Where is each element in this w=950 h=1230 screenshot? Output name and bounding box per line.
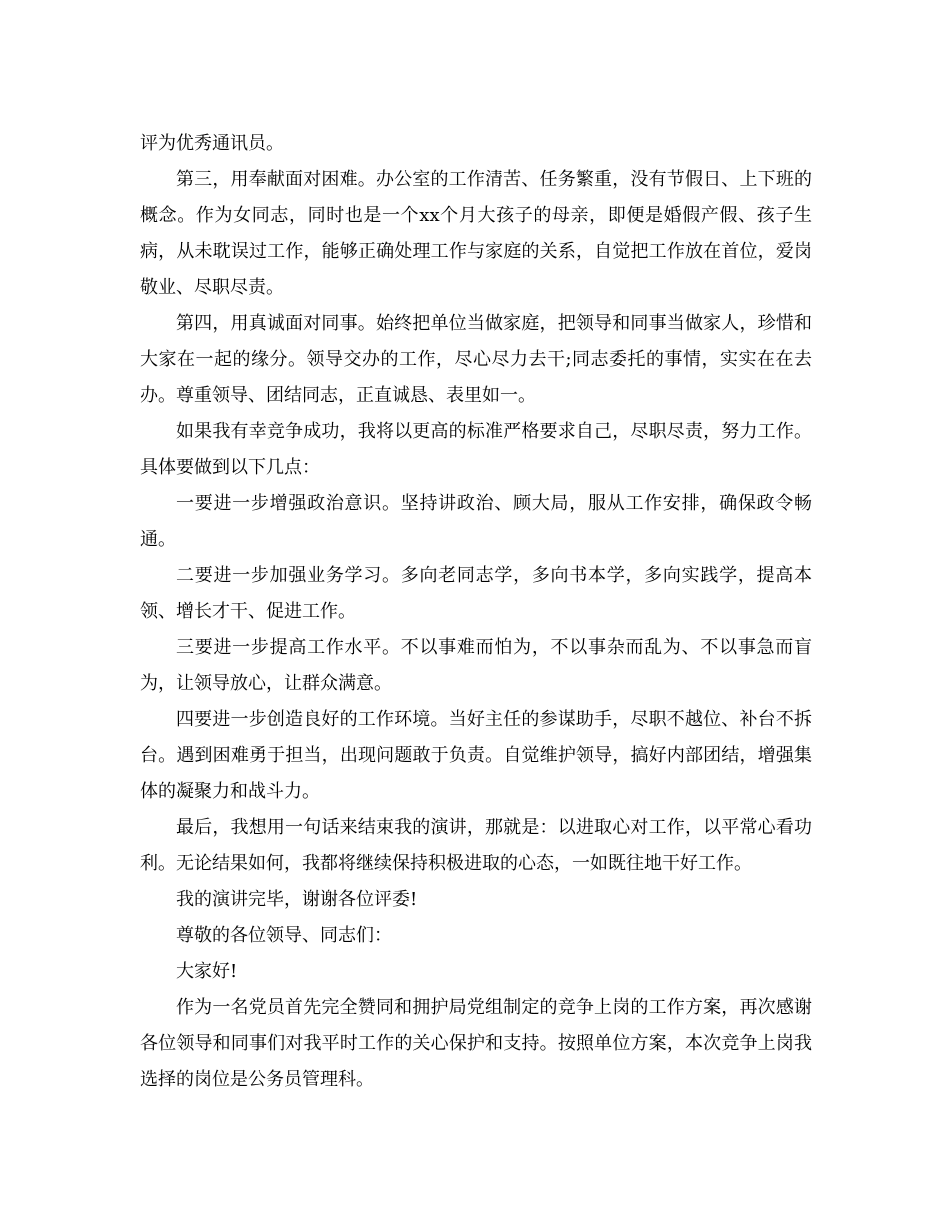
paragraph-8: 四要进一步创造良好的工作环境。当好主任的参谋助手，尽职不越位、补台不拆台。遇到困难勇于担当，出现问题敢于负责。自觉维护领导，搞好内部团结，增强集体的凝聚力和战斗力。	[140, 709, 812, 802]
paragraph-7: 三要进一步提高工作水平。不以事难而怕为，不以事杂而乱为、不以事急而盲为，让领导放心，让群众满意。	[140, 637, 812, 694]
document-body	[140, 126, 812, 1098]
paragraph-11: 尊敬的各位领导、同志们：	[176, 925, 392, 946]
paragraph-13: 作为一名党员首先完全赞同和拥护局党组制定的竞争上岗的工作方案，再次感谢各位领导和同事们对我平时工作的关心保护和支持。按照单位方案，本次竞争上岗我选择的岗位是公务员管理科。	[140, 997, 812, 1090]
paragraph-12: 大家好!	[176, 961, 238, 982]
paragraph-6: 二要进一步加强业务学习。多向老同志学，多向书本学，多向实践学，提高本领、增长才干、促进工作。	[140, 565, 812, 622]
paragraph-9: 最后，我想用一句话来结束我的演讲，那就是：以进取心对工作，以平常心看功利。无论结果如何，我都将继续保持积极进取的心态，一如既往地干好工作。	[140, 817, 812, 874]
paragraph-10: 我的演讲完毕，谢谢各位评委!	[176, 889, 418, 910]
paragraph-4: 如果我有幸竞争成功，我将以更高的标准严格要求自己，尽职尽责，努力工作。具体要做到以下几点：	[140, 421, 812, 478]
paragraph-5: 一要进一步增强政治意识。坚持讲政治、顾大局，服从工作安排，确保政令畅通。	[140, 493, 812, 550]
paragraph-1: 评为优秀通讯员。	[140, 133, 284, 154]
paragraph-2: 第三，用奉献面对困难。办公室的工作清苦、任务繁重，没有节假日、上下班的概念。作为女同志，同时也是一个xx个月大孩子的母亲，即便是婚假产假、孩子生病，从未耽误过工作，能够正确处理工作与家庭的关系，自觉把工作放在首位，爱岗敬业、尽职尽责。	[140, 169, 812, 298]
paragraph-3: 第四，用真诚面对同事。始终把单位当做家庭，把领导和同事当做家人，珍惜和大家在一起的缘分。领导交办的工作，尽心尽力去干;同志委托的事情，实实在在去办。尊重领导、团结同志，正直诚恳、表里如一。	[140, 313, 812, 406]
